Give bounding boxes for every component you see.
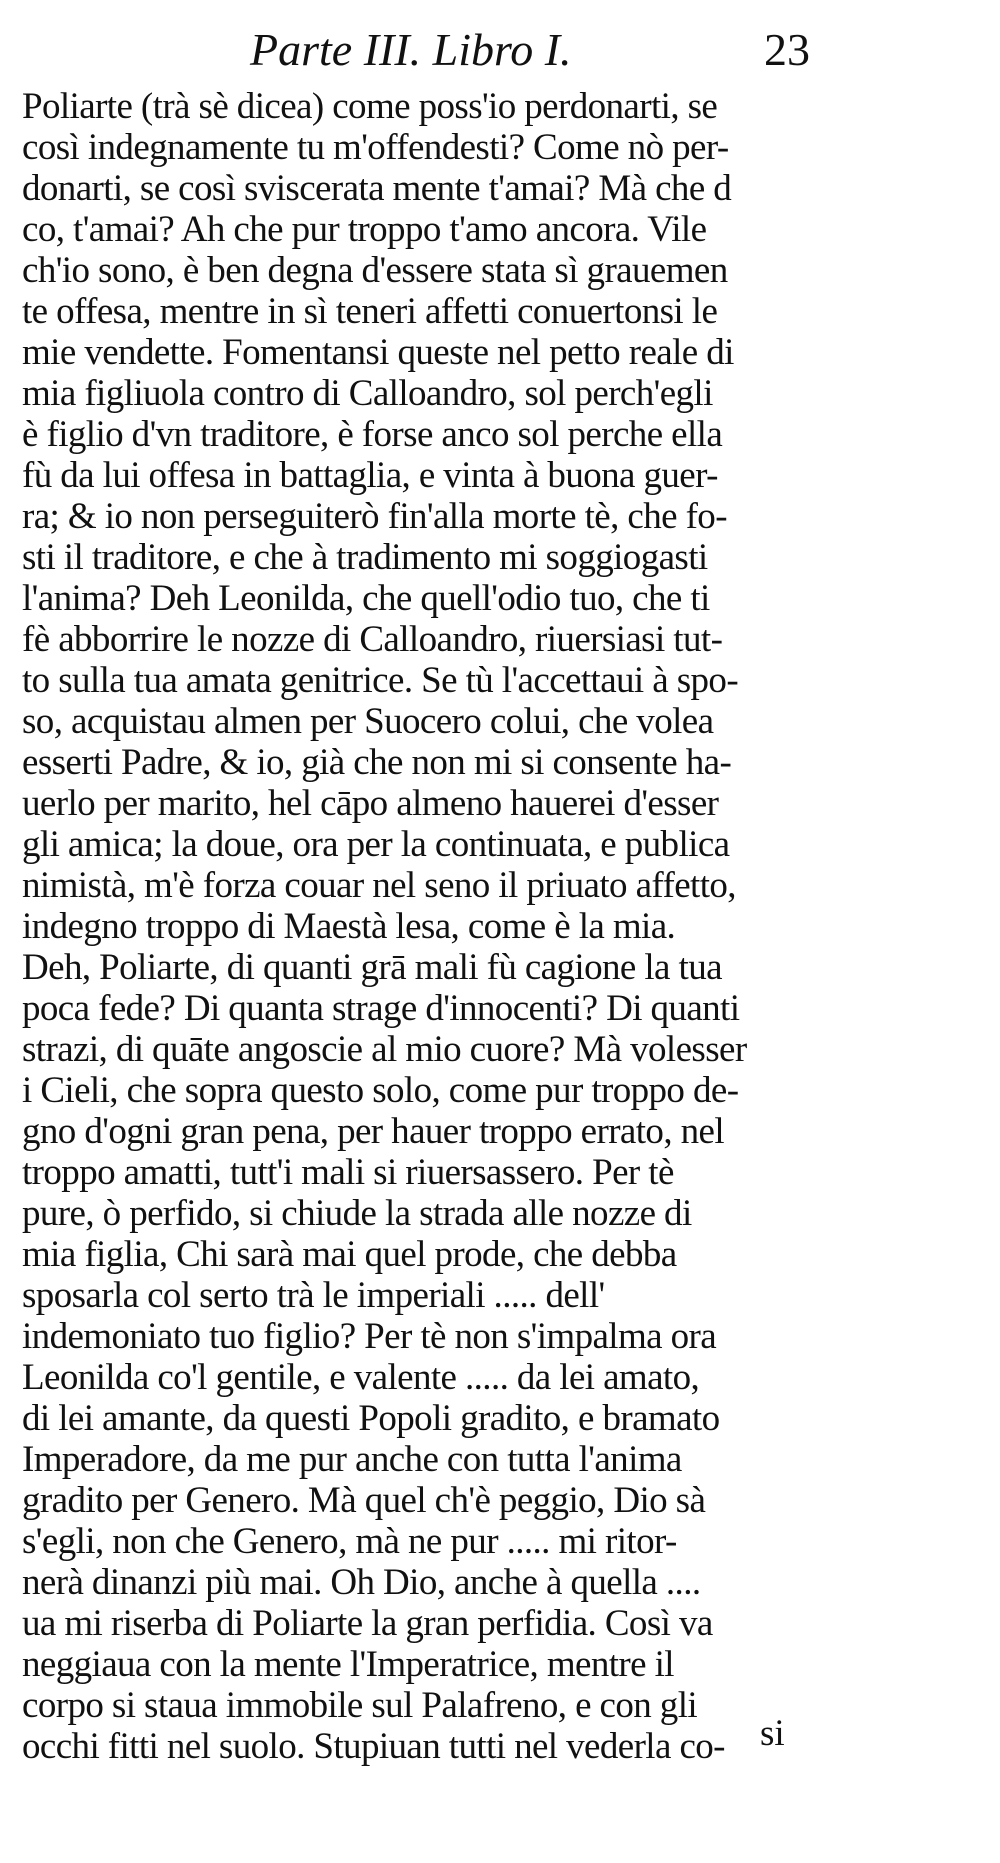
text-line: mia figliuola contro di Calloandro, sol perch'egli xyxy=(22,373,713,414)
text-line: ra; & io non perseguiterò fin'alla morte tè, che fo- xyxy=(22,496,727,537)
text-line: corpo si staua immobile sul Palafreno, e con gli xyxy=(22,1685,698,1726)
text-line: co, t'amai? Ah che pur troppo t'amo ancora. Vile xyxy=(22,209,707,250)
running-head xyxy=(250,20,810,80)
text-line: indegno troppo di Maestà lesa, come è la mia. xyxy=(22,906,676,947)
text-line: strazi, di quāte angoscie al mio cuore? Mà volesser xyxy=(22,1029,747,1070)
text-line: i Cieli, che sopra questo solo, come pur troppo de- xyxy=(22,1070,739,1111)
text-line: s'egli, non che Genero, mà ne pur ..... mi ritor- xyxy=(22,1521,677,1562)
text-line: occhi fitti nel suolo. Stupiuan tutti nel vederla co- xyxy=(22,1726,725,1767)
text-line: troppo amatti, tutt'i mali si riuersassero. Per tè xyxy=(22,1152,674,1193)
text-line: nerà dinanzi più mai. Oh Dio, anche à quella .... xyxy=(22,1562,701,1603)
text-line: l'anima? Deh Leonilda, che quell'odio tuo, che ti xyxy=(22,578,710,619)
text-line: neggiaua con la mente l'Imperatrice, mentre il xyxy=(22,1644,674,1685)
page-number: 23 xyxy=(764,24,810,75)
text-line: gli amica; la doue, ora per la continuata, e publica xyxy=(22,824,730,865)
text-line: ua mi riserba di Poliarte la gran perfidia. Così va xyxy=(22,1603,713,1644)
text-line: mie vendette. Fomentansi queste nel petto reale di xyxy=(22,332,734,373)
text-line: di lei amante, da questi Popoli gradito, e bramato xyxy=(22,1398,720,1439)
running-head-title: Parte III. Libro I. xyxy=(250,24,572,75)
text-line: è figlio d'vn traditore, è forse anco sol perche ella xyxy=(22,414,723,455)
text-line: fù da lui offesa in battaglia, e vinta à buona guer- xyxy=(22,455,718,496)
text-line: to sulla tua amata genitrice. Se tù l'accettaui à spo- xyxy=(22,660,739,701)
text-line: Imperadore, da me pur anche con tutta l'anima xyxy=(22,1439,682,1480)
text-line: sti il traditore, e che à tradimento mi soggiogasti xyxy=(22,537,708,578)
text-line: poca fede? Di quanta strage d'innocenti? Di quanti xyxy=(22,988,740,1029)
text-line: esserti Padre, & io, già che non mi si consente ha- xyxy=(22,742,732,783)
text-line: te offesa, mentre in sì teneri affetti conuertonsi le xyxy=(22,291,718,332)
text-line: so, acquistau almen per Suocero colui, che volea xyxy=(22,701,714,742)
text-line: Deh, Poliarte, di quanti grā mali fù cagione la tua xyxy=(22,947,722,988)
text-line: pure, ò perfido, si chiude la strada alle nozze di xyxy=(22,1193,692,1234)
text-line: Leonilda co'l gentile, e valente ..... da lei amato, xyxy=(22,1357,700,1398)
text-line: Poliarte (trà sè dicea) come poss'io perdonarti, se xyxy=(22,86,718,127)
text-line: fè abborrire le nozze di Calloandro, riuersiasi tut- xyxy=(22,619,723,660)
text-line: donarti, se così sviscerata mente t'amai? Mà che d xyxy=(22,168,732,209)
text-line: ch'io sono, è ben degna d'essere stata sì grauemen xyxy=(22,250,728,291)
text-line: sposarla col serto trà le imperiali ..... dell' xyxy=(22,1275,605,1316)
body-text xyxy=(22,86,862,1767)
text-line: gno d'ogni gran pena, per hauer troppo errato, nel xyxy=(22,1111,725,1152)
text-line: uerlo per marito, hel cāpo almeno hauerei d'esser xyxy=(22,783,719,824)
text-line: mia figlia, Chi sarà mai quel prode, che debba xyxy=(22,1234,677,1275)
text-line: nimistà, m'è forza couar nel seno il priuato affetto, xyxy=(22,865,736,906)
text-line: indemoniato tuo figlio? Per tè non s'impalma ora xyxy=(22,1316,717,1357)
text-line: gradito per Genero. Mà quel ch'è peggio, Dio sà xyxy=(22,1480,706,1521)
text-line: così indegnamente tu m'offendesti? Come nò per- xyxy=(22,127,729,168)
catchword: si xyxy=(760,1713,785,1754)
